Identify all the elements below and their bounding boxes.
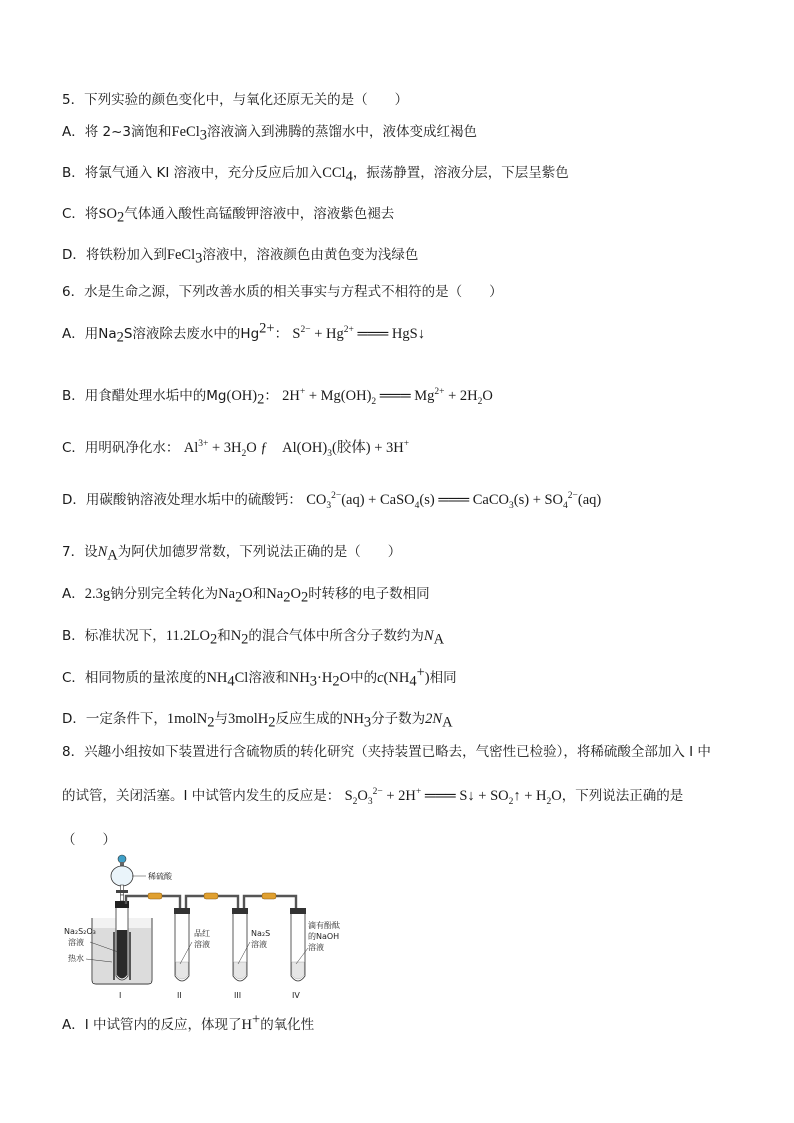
q7-option-a: A．2.3g钠分别完全转化为$Na_2O$和$Na_2O_2$时转移的电子数相同 <box>62 586 430 606</box>
label-pinkred: 品红 <box>194 929 210 938</box>
label-na2s2o3: Na₂S₂O₃ <box>64 927 96 936</box>
label-na2s2o3-solution: 溶液 <box>68 938 84 947</box>
label-naoh-solution: 溶液 <box>308 943 324 952</box>
q6-stem: 6．水是生命之源，下列改善水质的相关事实与方程式不相符的是（ ） <box>62 284 503 300</box>
connecting-tubes <box>126 893 306 914</box>
q6-d-equation: $CO_3^{2-}(aq)$ + CaSO$_4$(s) ═══ CaCO$_3$(s) + $SO_4^{2-}(aq)$ <box>306 491 602 511</box>
q7-option-b: B．标准状况下，$11.2LO_2$和$N_2$的混合气体中所含分子数约为$N_A$ <box>62 628 445 648</box>
label-num-4: IV <box>292 991 300 1000</box>
q5-stem: 5．下列实验的颜色变化中，与氧化还原无关的是（ ） <box>62 92 409 108</box>
label-naoh: 的NaOH <box>308 932 340 941</box>
label-hot-water: 热水 <box>68 954 84 963</box>
test-tube-1 <box>113 908 131 980</box>
q8-stem-line1: 8．兴趣小组按如下装置进行含硫物质的转化研究（夹持装置已略去，气密性已检验），将稀硫酸全部加入 I 中 <box>62 744 711 760</box>
q5-option-a: A．将 2~3滴饱和FeCl$_3$溶液滴入到沸腾的蒸馏水中，液体变成红褐色 <box>62 124 477 144</box>
test-tube-3 <box>233 914 247 981</box>
q8-stem-line2: 的试管，关闭活塞。I 中试管内发生的反应是： $S_2O_3^{2-} + 2H^+$ ═══ S↓ + $SO_2↑ + H_2O$，下列说法正确的是 <box>62 787 684 807</box>
q8-stem-line3: （ ） <box>62 832 116 848</box>
apparatus-figure <box>62 852 340 1004</box>
label-num-1: I <box>119 991 122 1000</box>
q5-option-d: D．将铁粉加入到FeCl$_3$溶液中，溶液颜色由黄色变为浅绿色 <box>62 247 419 267</box>
q6-option-a: A．用$Na_2S$溶液除去废水中的$Hg^{2+}$： $S^{2-} + Hg^{2+}$ ═══ HgS↓ <box>62 320 425 346</box>
q6-c-equation: $Al^{3+} + 3H_2O$ ƒ $Al(OH)_3$(胶体) + 3H+ <box>183 439 410 459</box>
q8-equation: $S_2O_3^{2-} + 2H^+$ ═══ S↓ + $SO_2↑ + H_2O$ <box>344 787 562 807</box>
label-phenolphthalein: 滴有酚酞 <box>308 921 340 930</box>
q7-stem: 7．设$N_A$为阿伏加德罗常数，下列说法正确的是（ ） <box>62 544 402 564</box>
test-tube-2 <box>175 914 189 981</box>
q6-option-b: B．用食醋处理水垢中的$Mg(OH)_2$： $2H^+ + Mg(OH)_2$ ═══ $Mg^{2+} + 2H_2O$ <box>62 387 493 408</box>
label-num-2: II <box>177 991 182 1000</box>
q6-option-d: D．用碳酸钠溶液处理水垢中的硫酸钙： $CO_3^{2-}(aq)$ + CaSO$_4$(s) ═══ CaCO$_3$(s) + $SO_4^{2-}(aq)$ <box>62 491 602 511</box>
q6-b-equation: $2H^+ + Mg(OH)_2$ ═══ $Mg^{2+} + 2H_2O$ <box>282 387 493 407</box>
label-na2s-solution: 溶液 <box>251 940 267 949</box>
q8-option-a: A．I 中试管内的反应，体现了H+的氧化性 <box>62 1011 315 1033</box>
q7-option-d: D．一定条件下，1molN$_2$与3molH$_2$反应生成的$NH_3$分子数为$2N_A$ <box>62 711 453 731</box>
q7-option-c: C．相同物质的量浓度的$NH_4Cl$溶液和$NH_3\cdot H_2O$中的$c(NH_4^+)$相同 <box>62 664 457 690</box>
label-na2s: Na₂S <box>251 929 271 938</box>
q5-option-b: B．将氯气通入 KI 溶液中，充分反应后加入CCl$_4$，振荡静置，溶液分层，下层呈紫色 <box>62 165 569 185</box>
q6-a-equation: $S^{2-} + Hg^{2+}$ ═══ HgS↓ <box>292 325 425 342</box>
separatory-funnel <box>111 855 133 901</box>
label-pinkred-solution: 溶液 <box>194 940 210 949</box>
label-num-3: III <box>234 991 242 1000</box>
test-tube-4 <box>291 914 305 981</box>
label-dilute-sulfuric-acid: 稀硫酸 <box>148 872 172 881</box>
q5-option-c: C．将$SO_2$气体通入酸性高锰酸钾溶液中，溶液紫色褪去 <box>62 206 395 226</box>
q6-option-c: C．用明矾净化水： $Al^{3+} + 3H_2O$ ƒ $Al(OH)_3$(胶体) + 3H+ <box>62 439 410 459</box>
